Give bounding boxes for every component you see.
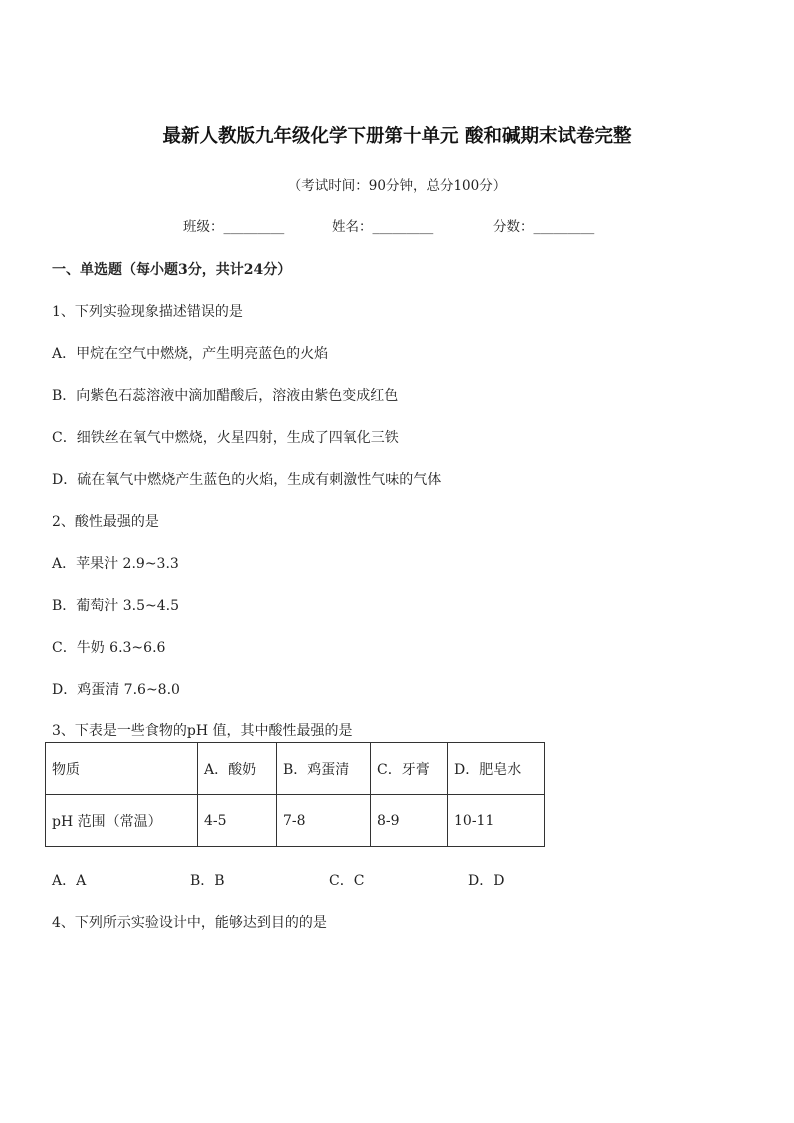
- exam-title: 最新人教版九年级化学下册第十单元 酸和碱期末试卷完整: [162, 126, 632, 147]
- question-2-option-c[interactable]: C．牛奶 6.3~6.6: [52, 640, 166, 656]
- table-cell: pH 范围（常温）: [46, 795, 198, 847]
- table-cell: B．鸡蛋清: [277, 743, 371, 795]
- question-2-stem: 2、酸性最强的是: [52, 514, 159, 530]
- question-1-option-b[interactable]: B．向紫色石蕊溶液中滴加醋酸后，溶液由紫色变成红色: [52, 388, 399, 404]
- table-cell: A．酸奶: [198, 743, 277, 795]
- question-3-option-c[interactable]: C．C: [329, 873, 365, 889]
- class-field[interactable]: 班级：_________: [183, 219, 285, 235]
- question-1-stem: 1、下列实验现象描述错误的是: [52, 304, 243, 320]
- table-cell: D．肥皂水: [448, 743, 545, 795]
- table-row: [46, 795, 545, 847]
- table-header-row: [46, 743, 545, 795]
- question-2-option-d[interactable]: D．鸡蛋清 7.6~8.0: [52, 682, 180, 698]
- table-cell: C．牙膏: [371, 743, 448, 795]
- question-4-stem: 4、下列所示实验设计中，能够达到目的的是: [52, 915, 327, 931]
- score-field[interactable]: 分数：_________: [493, 219, 595, 235]
- question-2-option-b[interactable]: B．葡萄汁 3.5~4.5: [52, 598, 179, 614]
- table-cell: 物质: [46, 743, 198, 795]
- question-3-option-b[interactable]: B．B: [190, 873, 225, 889]
- table-cell: 10-11: [448, 795, 545, 847]
- question-1-option-d[interactable]: D．硫在氧气中燃烧产生蓝色的火焰，生成有刺激性气味的气体: [52, 472, 442, 488]
- exam-subtitle: （考试时间：90分钟，总分100分）: [287, 178, 507, 194]
- table-cell: 8-9: [371, 795, 448, 847]
- table-cell: 4-5: [198, 795, 277, 847]
- question-3-stem: 3、下表是一些食物的pH 值，其中酸性最强的是: [52, 723, 353, 739]
- ph-table: [45, 742, 545, 847]
- name-field[interactable]: 姓名：_________: [332, 219, 434, 235]
- question-3-option-d[interactable]: D．D: [468, 873, 505, 889]
- question-3-option-a[interactable]: A．A: [52, 873, 87, 889]
- question-1-option-a[interactable]: A．甲烷在空气中燃烧，产生明亮蓝色的火焰: [52, 346, 329, 362]
- question-2-option-a[interactable]: A．苹果汁 2.9~3.3: [52, 556, 179, 572]
- question-1-option-c[interactable]: C．细铁丝在氧气中燃烧，火星四射，生成了四氧化三铁: [52, 430, 399, 446]
- table-cell: 7-8: [277, 795, 371, 847]
- section-heading-single-choice: 一、单选题（每小题3分，共计24分）: [52, 262, 292, 278]
